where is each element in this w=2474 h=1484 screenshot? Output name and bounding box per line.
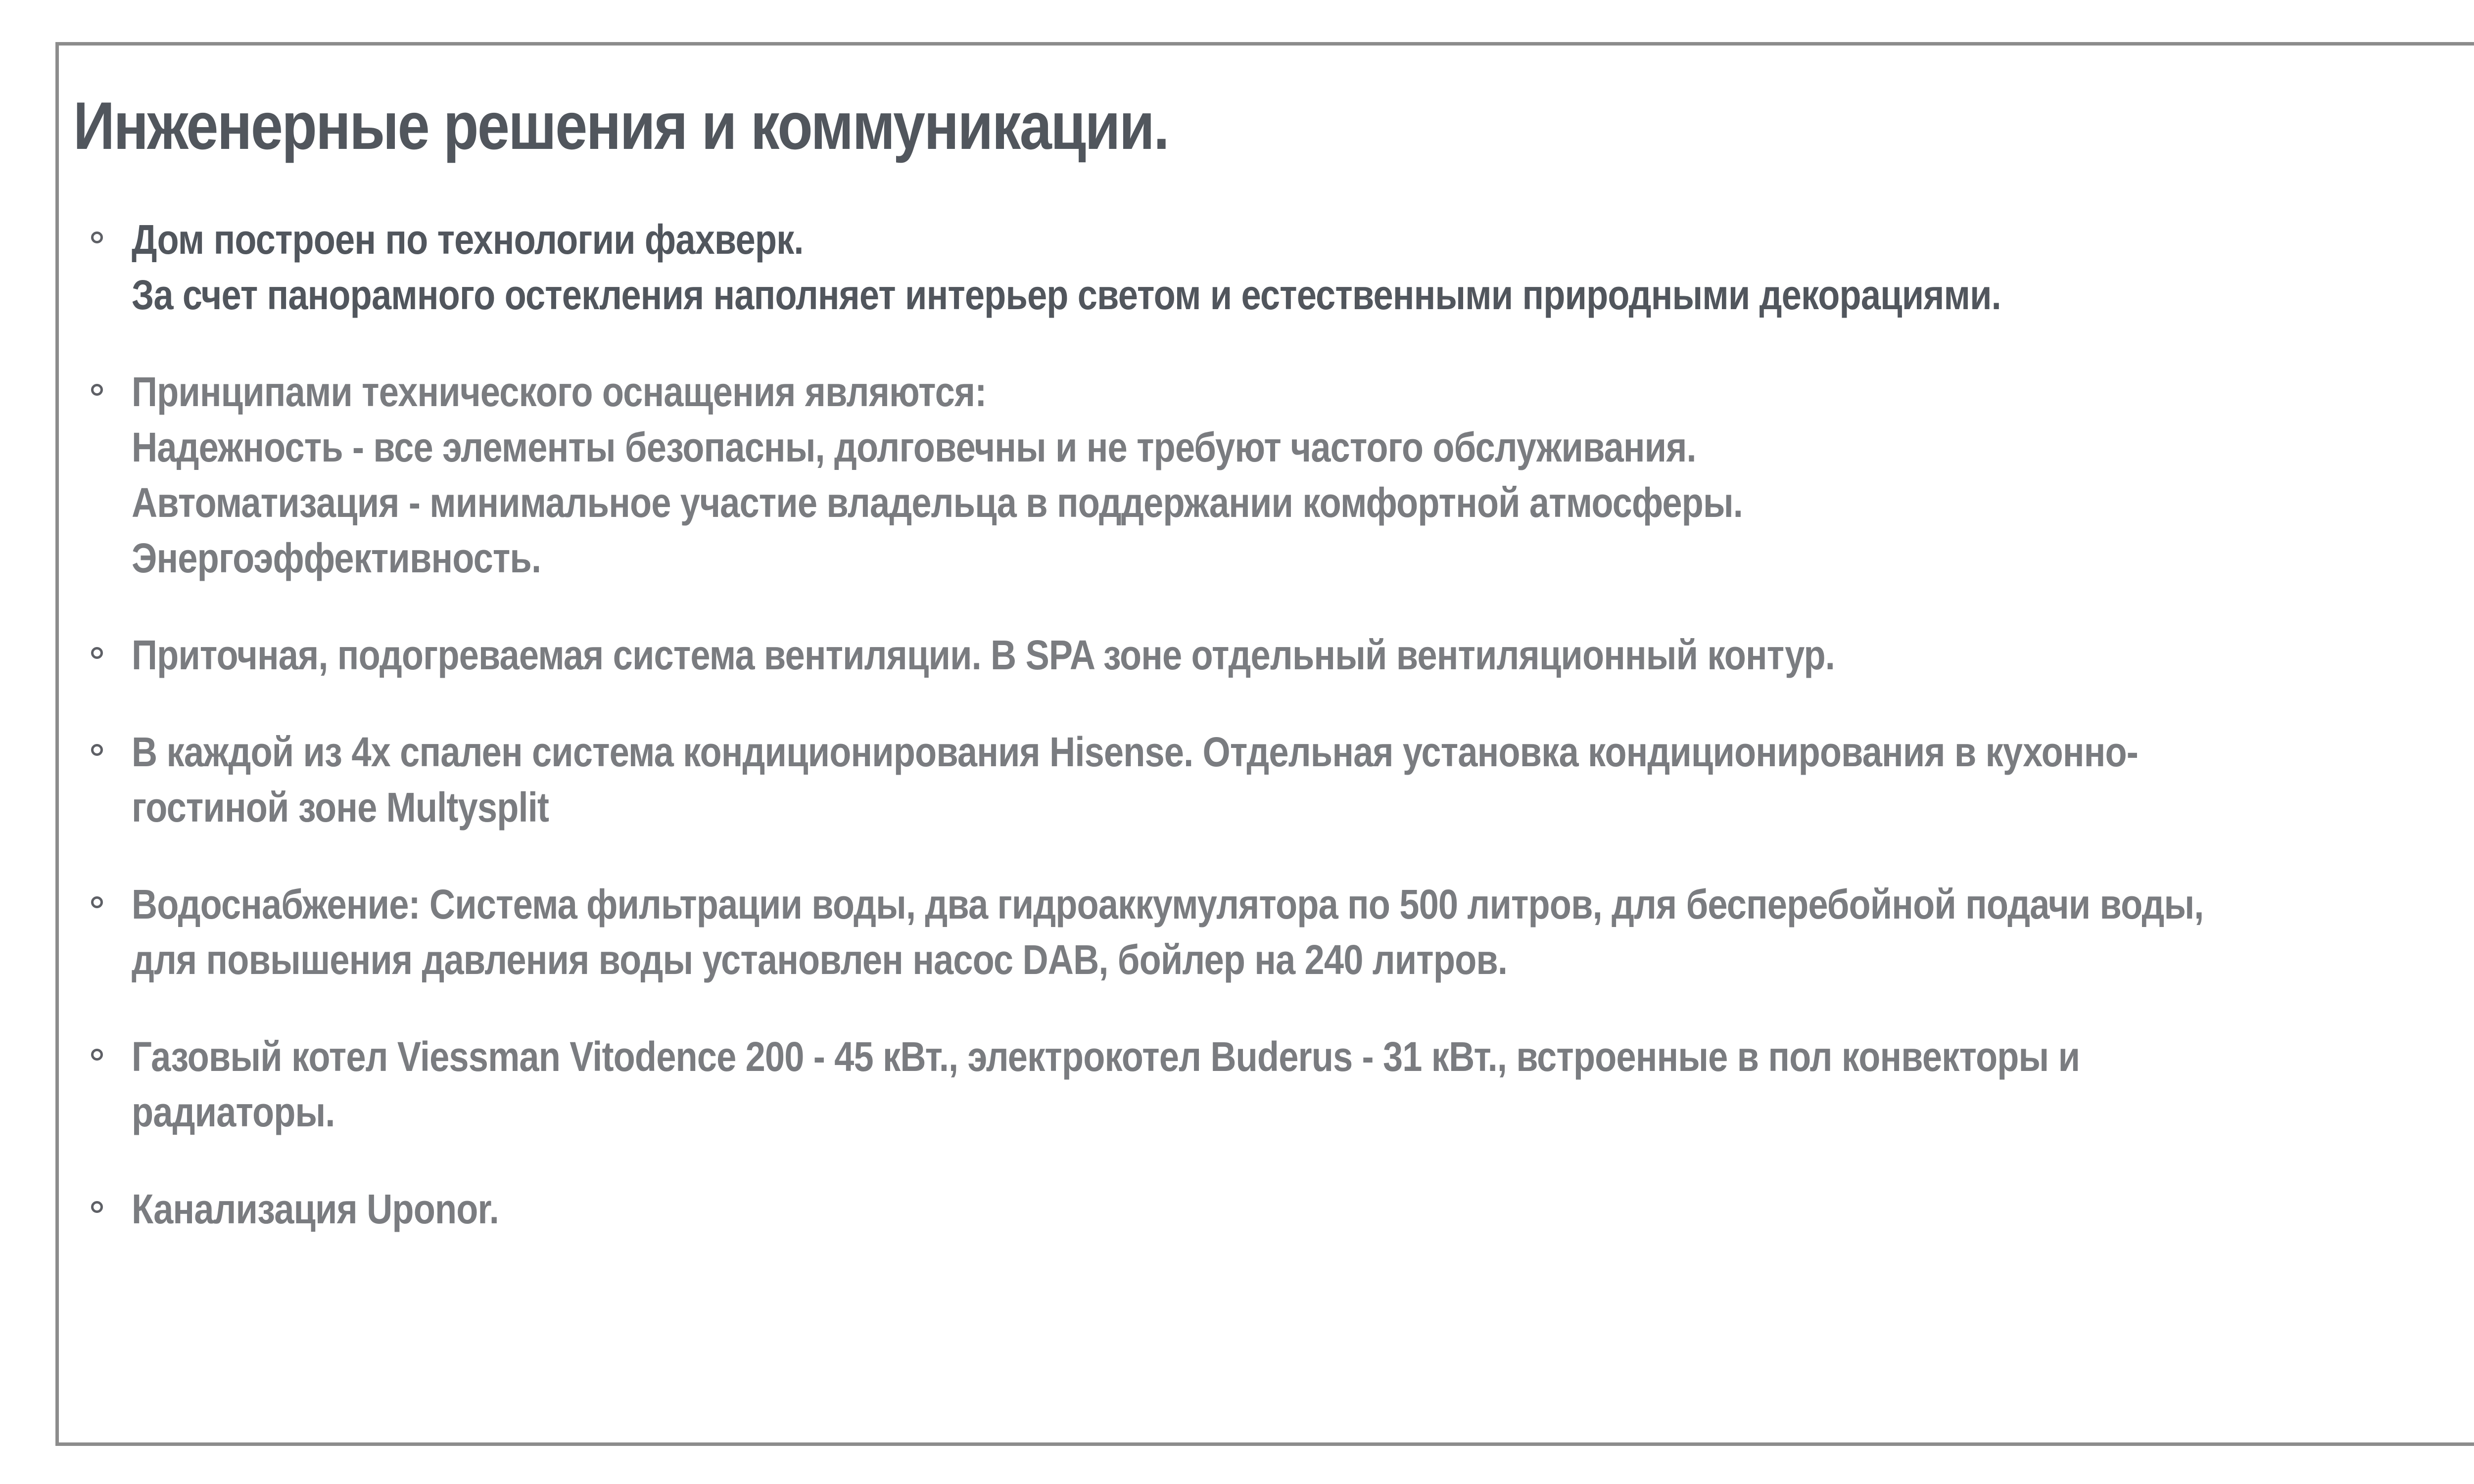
list-item-line: Энергоэффективность. xyxy=(132,535,541,581)
list-item-ventilation xyxy=(88,627,2474,683)
list-item-line: Приточная, подогреваемая система вентиляции. В SPA зоне отдельный вентиляционный контур. xyxy=(132,632,1835,678)
bullet-icon xyxy=(91,232,103,243)
list-item-line: Канализация Uponor. xyxy=(132,1186,499,1232)
bullet-list xyxy=(88,212,2474,1278)
list-item-line: Дом построен по технологии фахверк. xyxy=(132,216,804,263)
list-item-construction xyxy=(88,212,2474,323)
list-item-text xyxy=(132,212,2474,323)
list-item-text xyxy=(132,724,2474,835)
list-item-heating xyxy=(88,1029,2474,1140)
list-item-line: Газовый котел Viessman Vitodence 200 - 45 кВт., электрокотел Buderus - 31 кВт., встроенные в пол конвекторы и xyxy=(132,1033,2080,1080)
bullet-icon xyxy=(91,647,103,659)
bullet-icon xyxy=(91,896,103,908)
bullet-icon xyxy=(91,384,103,396)
list-item-water-supply xyxy=(88,877,2474,987)
list-item-text xyxy=(132,1029,2474,1140)
list-item-text xyxy=(132,627,2474,683)
list-item-line: гостиной зоне Multysplit xyxy=(132,784,549,831)
list-item-line: Водоснабжение: Система фильтрации воды, два гидроаккумулятора по 500 литров, для бесперебойной подачи воды, xyxy=(132,881,2204,928)
bullet-icon xyxy=(91,1201,103,1213)
slide-title: Инженерные решения и коммуникации. xyxy=(73,88,1169,163)
list-item-sewerage xyxy=(88,1181,2474,1237)
list-item-text xyxy=(132,877,2474,987)
list-item-line: За счет панорамного остекления наполняет интерьер светом и естественными природными декорациями. xyxy=(132,272,2001,318)
list-item-line: В каждой из 4х спален система кондиционирования Hisense. Отдельная установка кондиционирования в кухонно- xyxy=(132,729,2138,775)
list-item-text xyxy=(132,364,2474,586)
list-item-principles xyxy=(88,364,2474,586)
list-item-line: Автоматизация - минимальное участие владельца в поддержании комфортной атмосферы. xyxy=(132,479,1743,526)
list-item-air-conditioning xyxy=(88,724,2474,835)
list-item-line: Принципами технического оснащения являются: xyxy=(132,369,987,415)
bullet-icon xyxy=(91,744,103,756)
list-item-line: для повышения давления воды установлен насос DAB, бойлер на 240 литров. xyxy=(132,936,1508,983)
bullet-icon xyxy=(91,1049,103,1061)
list-item-line: радиаторы. xyxy=(132,1089,335,1135)
list-item-line: Надежность - все элементы безопасны, долговечны и не требуют частого обслуживания. xyxy=(132,424,1696,470)
list-item-text xyxy=(132,1181,2474,1237)
